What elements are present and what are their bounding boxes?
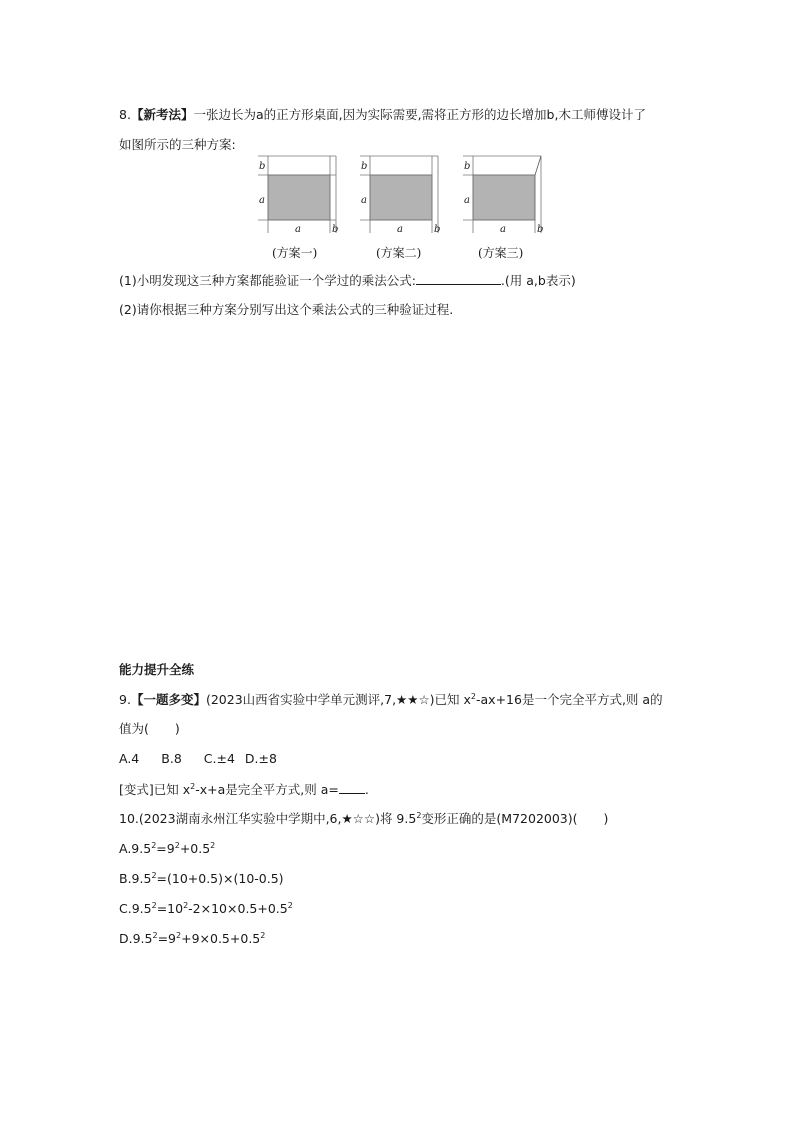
q9-tag: 【一题多变】 [130,692,206,707]
q9-variant [119,781,369,798]
q10-option-a[interactable] [119,841,215,857]
fig2-label-a-left: a [361,195,367,206]
q8-sub1-tail: .(用 a,b表示) [500,273,576,288]
q10-opt-b-sup1: 2 [151,871,157,880]
q10-opt-a-1: A.9.5 [119,841,152,856]
figure-plan-3 [455,153,545,241]
q10-option-d[interactable] [119,931,265,947]
q10-head-a: 10.(2023湖南永州江华实验中学期中,6,★☆☆)将 9.5 [119,811,417,826]
q10-opt-c-2: =10 [156,901,184,916]
fig1-label-a-left: a [259,195,265,206]
q8-sub1 [119,272,576,289]
caption-plan-2: (方案二) [376,246,422,260]
fig2-label-b-left: b [361,161,368,172]
q9-number: 9. [119,692,131,707]
caption-plan-1: (方案一) [272,246,318,260]
q10-head-b: 变形正确的是(M7202003)( [421,811,578,826]
q8-sub2: (2)请你根据三种方案分别写出这个乘法公式的三种验证过程. [119,302,454,317]
fig3-label-b-left: b [464,161,471,172]
q10-opt-c-sup2: 2 [183,901,189,910]
q10-opt-a-sup2: 2 [174,841,180,850]
q9-line2-end: ) [174,721,180,736]
fig3-label-a-left: a [464,195,470,206]
q10-opt-b-2: =(10+0.5)×(10-0.5) [156,871,284,886]
q10-opt-c-sup3: 2 [287,901,293,910]
q10-opt-c-3: -2×10×0.5+0.5 [188,901,288,916]
q9-text-a: (2023山西省实验中学单元测评,7,★★☆)已知 x [205,692,471,707]
q10-opt-b-1: B.9.5 [119,871,152,886]
q10-opt-a-sup3: 2 [210,841,216,850]
q10-opt-a-sup1: 2 [151,841,157,850]
q10-opt-d-sup2: 2 [176,931,182,940]
q9-variant-b: -x+a是完全平方式,则 a= [195,782,339,797]
fig1-label-a-bottom: a [295,224,301,235]
q10-opt-c-1: C.9.5 [119,901,152,916]
fig3-label-a-bottom: a [500,224,506,235]
q8-sub1-text: (1)小明发现这三种方案都能验证一个学过的乘法公式: [119,273,416,288]
q9-option-b[interactable]: B.8 [161,751,182,766]
fig1-label-b-left: b [259,161,266,172]
q8-number: 8. [119,107,131,122]
q10-head [119,811,608,827]
q8-line2: 如图所示的三种方案: [119,137,236,152]
q10-opt-d-3: +9×0.5+0.5 [181,931,261,946]
q10-opt-a-2: =9 [156,841,175,856]
q9-option-c[interactable]: C.±4 [203,751,235,766]
section-title: 能力提升全练 [119,662,195,677]
q10-opt-a-3: +0.5 [179,841,211,856]
q8-line1 [119,107,646,123]
fig3-label-b-bottom: b [537,224,544,235]
q10-opt-d-1: D.9.5 [119,931,153,946]
q9-text-b: -ax+16是一个完全平方式,则 a的 [476,692,663,707]
figure-plan-2 [352,153,442,241]
q10-opt-d-sup1: 2 [152,931,158,940]
q10-opt-d-2: =9 [157,931,177,946]
q10-opt-d-sup3: 2 [260,931,266,940]
fig2-label-a-bottom: a [397,224,403,235]
q9-option-a[interactable]: A.4 [119,751,140,766]
q10-option-c[interactable] [119,901,293,917]
q10-head-end: ) [603,811,609,826]
figure-plan-1 [250,153,340,241]
q9-line2 [119,721,180,737]
q9-options [119,751,277,767]
q9-sup: 2 [470,692,477,701]
q10-opt-c-sup1: 2 [151,901,157,910]
q9-variant-a: [变式]已知 x [119,782,191,797]
q9-variant-blank[interactable] [339,781,365,794]
q9-option-d[interactable]: D.±8 [244,751,277,766]
q8-text1: 一张边长为a的正方形桌面,因为实际需要,需将正方形的边长增加b,木工师傅设计了 [193,107,646,122]
fig2-label-b-bottom: b [434,224,441,235]
q10-head-sup: 2 [416,811,422,820]
q9-variant-end: . [364,782,369,797]
q9-variant-sup: 2 [190,782,196,791]
fig1-label-b-bottom: b [332,224,339,235]
q10-option-b[interactable] [119,871,284,887]
q8-tag: 【新考法】 [130,107,194,122]
q9-line1 [119,692,663,708]
caption-plan-3: (方案三) [478,246,524,260]
q8-sub1-answer-blank[interactable] [416,272,501,285]
q9-line2-text: 值为( [119,721,149,736]
